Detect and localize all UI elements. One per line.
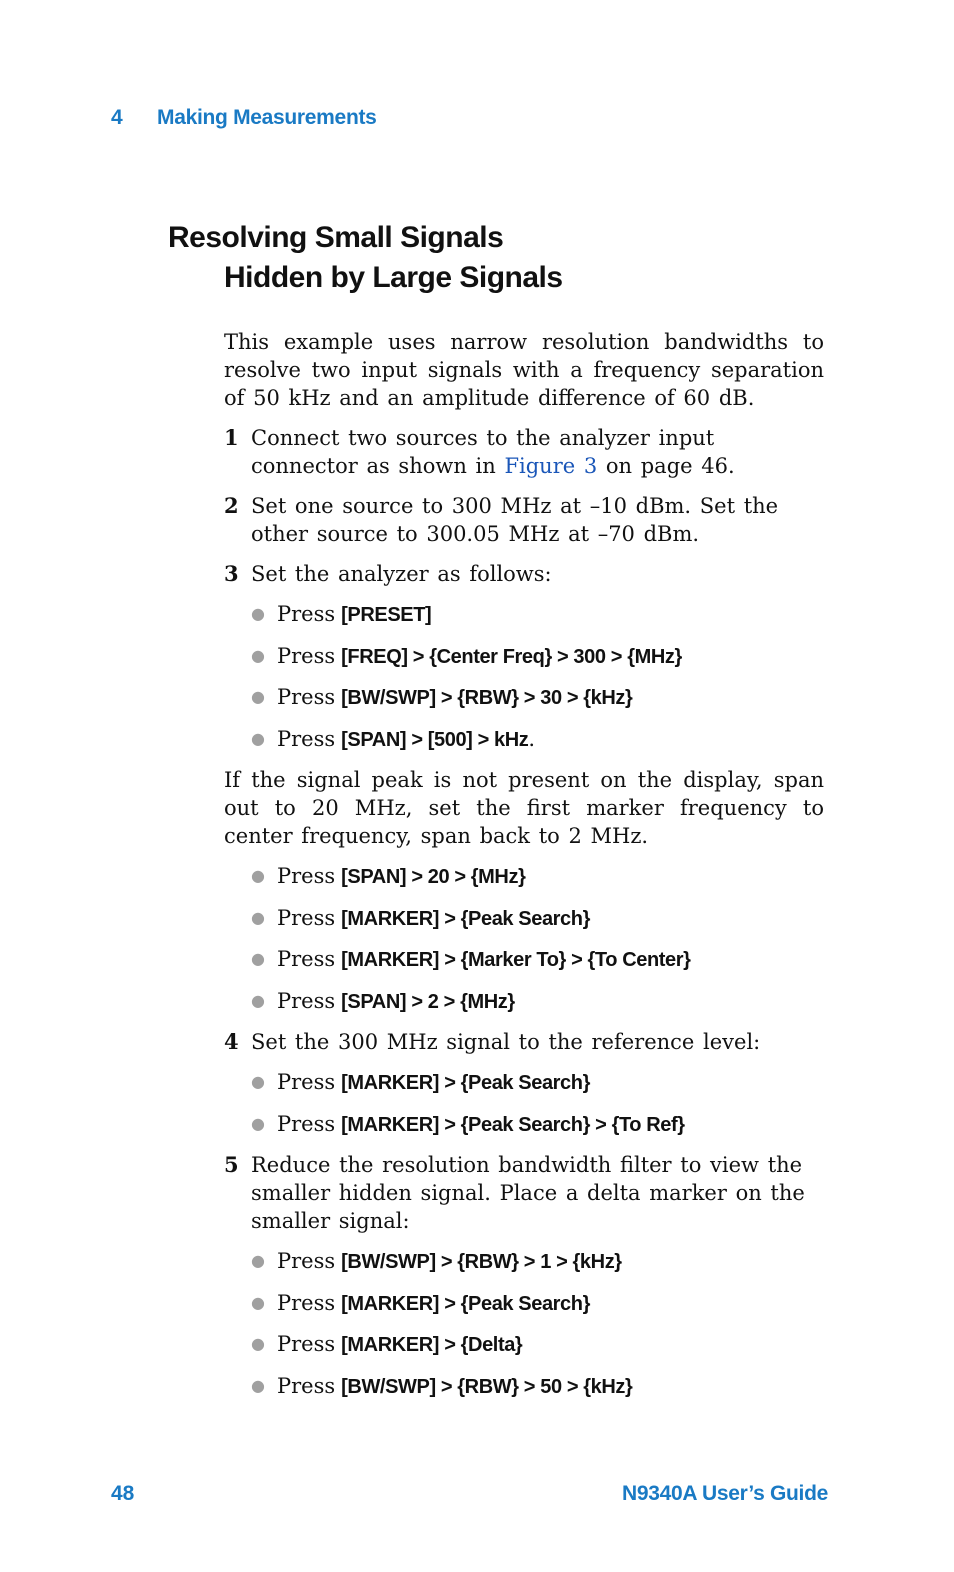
- step-text: Set one source to 300 MHz at –10 dBm. Set the other source to 300.05 MHz at –70 dBm.: [251, 494, 779, 546]
- figure-3-link[interactable]: Figure 3: [504, 454, 598, 478]
- bullet-icon: ●: [251, 1113, 265, 1133]
- step-number: 2: [224, 493, 239, 518]
- key-sequence: [MARKER] > {Peak Search} > {To Ref}: [341, 1113, 685, 1136]
- bullet-icon: ●: [251, 1072, 265, 1091]
- bullet-icon: ●: [251, 728, 265, 748]
- bullet-icon: ●: [251, 687, 265, 706]
- key-sequence: [PRESET]: [341, 604, 432, 626]
- bullet-icon: ●: [251, 949, 265, 968]
- key-suffix: .: [528, 726, 536, 751]
- key-sequence: [MARKER] > {Delta}: [341, 1334, 523, 1356]
- key-sequence: [SPAN] > 2 > {MHz}: [341, 990, 515, 1013]
- list-item: [224, 1068, 824, 1097]
- bullet-icon: ●: [251, 1334, 265, 1353]
- step-1: [224, 424, 824, 480]
- step-text: [251, 424, 824, 480]
- list-item: [224, 642, 824, 671]
- bullet-icon: ●: [251, 1251, 265, 1270]
- list-item: [224, 1110, 824, 1139]
- step-text-part: Connect two sources to the analyzer input connector as shown in: [251, 426, 715, 478]
- list-item: [224, 683, 824, 712]
- section-title-line1: Resolving Small Signals: [168, 221, 504, 254]
- list-item: [224, 904, 824, 933]
- bullet-icon: ●: [251, 907, 265, 927]
- press-label: Press: [277, 1290, 336, 1315]
- press-label: Press: [277, 1070, 336, 1094]
- key-sequence: [BW/SWP] > {RBW} > 30 > {kHz}: [341, 687, 633, 709]
- bullet-icon: ●: [251, 990, 265, 1010]
- note-paragraph: If the signal peak is not present on the display, span out to 20 MHz, set the first marker frequency to center frequency, span back to 2 MHz.: [224, 768, 824, 848]
- press-label: Press: [277, 864, 336, 888]
- list-item: [224, 862, 824, 891]
- section-body: [224, 328, 824, 1413]
- key-sequence: [MARKER] > {Peak Search}: [341, 1072, 590, 1094]
- press-label: Press: [277, 1249, 336, 1273]
- list-item: [224, 1330, 824, 1359]
- intro-paragraph: This example uses narrow resolution bandwidths to resolve two input signals with a frequency separation of 50 kHz and an amplitude difference of 60 dB.: [224, 330, 824, 410]
- key-sequence: [SPAN] > [500] > kHz: [341, 728, 529, 751]
- step-2: [224, 492, 824, 548]
- list-item: [224, 1372, 824, 1401]
- step-number: 3: [224, 561, 239, 586]
- running-header: [111, 106, 377, 130]
- list-item: [224, 1289, 824, 1318]
- key-sequence: [SPAN] > 20 > {MHz}: [341, 866, 526, 888]
- chapter-number: 4: [111, 106, 123, 129]
- key-sequence: [MARKER] > {Peak Search}: [341, 1292, 590, 1315]
- list-item: [224, 987, 824, 1016]
- bullet-icon: ●: [251, 604, 265, 623]
- press-label: Press: [277, 988, 336, 1013]
- bullet-icon: ●: [251, 866, 265, 885]
- key-sequence: [BW/SWP] > {RBW} > 50 > {kHz}: [341, 1375, 633, 1398]
- list-item: [224, 600, 824, 629]
- press-label: Press: [277, 1373, 336, 1398]
- section-title: [168, 218, 563, 298]
- guide-title: N9340A User’s Guide: [622, 1482, 828, 1505]
- press-label: Press: [277, 905, 336, 930]
- key-sequence: [BW/SWP] > {RBW} > 1 > {kHz}: [341, 1251, 622, 1273]
- press-label: Press: [277, 643, 336, 668]
- press-label: Press: [277, 726, 336, 751]
- step-text: Set the analyzer as follows:: [251, 562, 552, 586]
- key-sequence: [MARKER] > {Peak Search}: [341, 907, 590, 930]
- key-sequence: [FREQ] > {Center Freq} > 300 > {MHz}: [341, 645, 682, 668]
- step-text: Set the 300 MHz signal to the reference level:: [251, 1030, 761, 1054]
- step-4: [224, 1028, 824, 1056]
- step-number: 1: [224, 425, 239, 450]
- step-3: [224, 560, 824, 588]
- step-text: Reduce the resolution bandwidth filter to view the smaller hidden signal. Place a delta marker on the smaller signal:: [251, 1153, 805, 1233]
- step-number: 4: [224, 1029, 239, 1054]
- step-number: 5: [224, 1152, 239, 1177]
- page-number: 48: [111, 1482, 135, 1505]
- press-label: Press: [277, 947, 336, 971]
- list-item: [224, 725, 824, 754]
- bullet-icon: ●: [251, 645, 265, 665]
- chapter-title: Making Measurements: [157, 106, 377, 129]
- bullet-icon: ●: [251, 1375, 265, 1395]
- step-text-part: on page 46.: [597, 454, 735, 478]
- press-label: Press: [277, 1332, 336, 1356]
- bullet-icon: ●: [251, 1292, 265, 1312]
- press-label: Press: [277, 685, 336, 709]
- press-label: Press: [277, 602, 336, 626]
- press-label: Press: [277, 1111, 336, 1136]
- list-item: [224, 1247, 824, 1276]
- key-sequence: [MARKER] > {Marker To} > {To Center}: [341, 949, 691, 971]
- step-5: [224, 1151, 824, 1235]
- section-title-line2: Hidden by Large Signals: [224, 261, 563, 294]
- list-item: [224, 945, 824, 974]
